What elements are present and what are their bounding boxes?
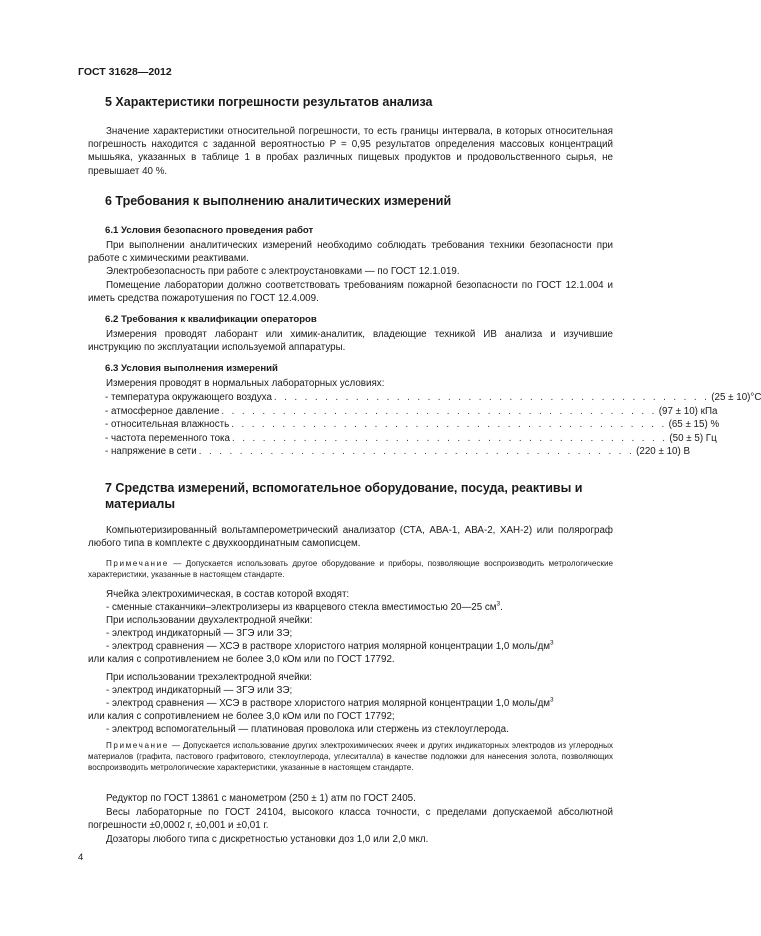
section-6-1-p2: Электробезопасность при работе с электроустановками — по ГОСТ 12.1.019.: [106, 266, 460, 277]
condition-value: (25 ± 10)°C: [711, 392, 761, 403]
section-6-1-p3: Помещение лаборатории должно соответствовать требованиям пожарной безопасности по ГОСТ 12.1.004 и иметь средства пожаротушения по ГОСТ 12.4.009.: [88, 280, 613, 305]
cell-item-1: - сменные стаканчики–электролизеры из кварцевого стекла вместимостью 20—25 $см^3$.: [106, 600, 503, 613]
two-electrode-title: При использовании двухэлектродной ячейки:: [106, 615, 313, 626]
condition-row: [105, 391, 761, 405]
reducer-text: Редуктор по ГОСТ 13861 с манометром (250 ± 1) атм по ГОСТ 2405.: [106, 793, 416, 804]
condition-row: [105, 432, 717, 446]
section-6-title: 6 Требования к выполнению аналитических измерений: [105, 194, 452, 208]
condition-value: (220 ± 10) В: [636, 446, 690, 458]
leader-dots: . . . . . . . . . . . . . . . . . . . . . . . . . . . . . . . . . . . . . . . . . . .: [221, 405, 657, 417]
leader-dots: . . . . . . . . . . . . . . . . . . . . . . . . . . . . . . . . . . . . . . . . . . .: [273, 392, 710, 403]
condition-label: - частота переменного тока: [105, 432, 231, 444]
scales-text: Весы лабораторные по ГОСТ 24104, высокого класса точности, с пределами допускаемой абсолютной погрешности ±0,0002 г, ±0,001 и ±0,01 г.: [88, 807, 613, 832]
section-6-3-intro: Измерения проводят в нормальных лабораторных условиях:: [106, 378, 385, 389]
note-2: [88, 740, 613, 774]
condition-label: - температура окружающего воздуха: [105, 392, 272, 403]
two-electrode-item-2-cont: или калия с сопротивлением не более 3,0 кОм или по ГОСТ 17792.: [88, 654, 395, 665]
leader-dots: . . . . . . . . . . . . . . . . . . . . . . . . . . . . . . . . . . . . . . . . . . .: [231, 419, 667, 431]
section-6-1-p1: При выполнении аналитических измерений необходимо соблюдать требования техники безопасности при работе с химическими реактивами.: [88, 240, 613, 265]
note-text: — Допускается использовать другое оборудование и приборы, позволяющие воспроизводить метрологические характеристики, указанные в настоящем стандарте.: [88, 559, 613, 580]
note-1: [88, 558, 613, 580]
dosers-text: Дозаторы любого типа с дискретностью установки доз 1,0 или 2,0 мкл.: [106, 834, 429, 845]
conditions-list: [105, 391, 761, 459]
section-7-p1: Компьютеризированный вольтамперометрический анализатор (СТА, АВА-1, АВА-2, ХАН-2) или полярограф любого типа в комплекте с двухкоординатным самописцем.: [88, 525, 613, 550]
note-label: Примечание: [106, 741, 169, 750]
three-electrode-item-2: - электрод сравнения — ХСЭ в растворе хлористого натрия молярной концентрации 1,0 моль/$дм^3$: [106, 696, 554, 709]
leader-dots: . . . . . . . . . . . . . . . . . . . . . . . . . . . . . . . . . . . . . . . . . . .: [232, 432, 668, 444]
two-electrode-item-1: - электрод индикаторный — ЗГЭ или ЗЭ;: [106, 628, 293, 639]
running-header: ГОСТ 31628—2012: [78, 66, 172, 78]
three-electrode-item-2-cont: или калия с сопротивлением не более 3,0 кОм или по ГОСТ 17792;: [88, 711, 395, 722]
page-number: 4: [78, 852, 84, 863]
three-electrode-item-1: - электрод индикаторный — ЗГЭ или ЗЭ;: [106, 685, 293, 696]
condition-label: - напряжение в сети: [105, 446, 197, 458]
cell-title: Ячейка электрохимическая, в состав которой входят:: [106, 589, 350, 600]
three-electrode-item-3: - электрод вспомогательный — платиновая проволока или стержень из стеклоуглерода.: [106, 724, 509, 735]
condition-row: [105, 445, 690, 459]
condition-label: - атмосферное давление: [105, 405, 220, 417]
three-electrode-title: При использовании трехэлектродной ячейки:: [106, 672, 313, 683]
section-5-title: 5 Характеристики погрешности результатов анализа: [105, 95, 433, 109]
section-7-title: 7 Средства измерений, вспомогательное оборудование, посуда, реактивы и материалы: [105, 481, 583, 511]
leader-dots: . . . . . . . . . . . . . . . . . . . . . . . . . . . . . . . . . . . . . . . . . . .: [198, 446, 635, 458]
condition-value: (65 ± 15) %: [668, 419, 720, 431]
note-text: — Допускается использование других электрохимических ячеек и других индикаторных электродов из углеродных материалов (графита, пастового графитового, стеклоуглерода, углеситалла) в качестве подложки для нанесения золота, позволяющих воспроизводить метрологические характеристики, указанные в настоящем стандарте.: [88, 741, 613, 773]
condition-value: (97 ± 10) кПа: [658, 405, 718, 417]
two-electrode-item-2: - электрод сравнения — ХСЭ в растворе хлористого натрия молярной концентрации 1,0 моль/$дм^3$: [106, 639, 554, 652]
condition-value: (50 ± 5) Гц: [669, 432, 717, 444]
section-6-2-title: 6.2 Требования к квалификации операторов: [105, 314, 317, 325]
section-6-2-p1: Измерения проводят лаборант или химик-аналитик, владеющие техникой ИВ анализа и изучившие инструкцию по эксплуатации используемой аппаратуры.: [88, 329, 613, 354]
section-5-text: Значение характеристики относительной погрешности, то есть границы интервала, в которых относительная погрешность находится с заданной вероятностью P = 0,95 результатов определения массовых концентраций мышьяка, указанных в таблице 1 в пробах различных пищевых продуктов и продовольственного сырья, не превышает 40 %.: [88, 126, 613, 177]
section-6-1-title: 6.1 Условия безопасного проведения работ: [105, 225, 314, 236]
condition-row: [105, 405, 718, 419]
section-6-3-title: 6.3 Условия выполнения измерений: [105, 363, 278, 374]
condition-row: [105, 418, 720, 432]
condition-label: - относительная влажность: [105, 419, 230, 431]
note-label: Примечание: [106, 559, 169, 568]
